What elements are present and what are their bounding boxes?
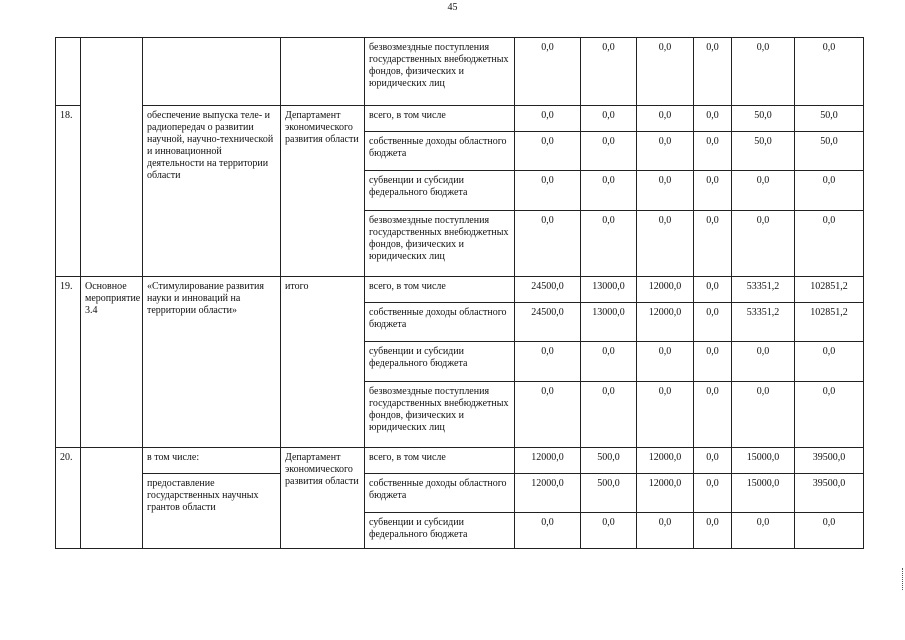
value-cell: 0,0 <box>732 171 795 211</box>
value-cell: 0,0 <box>795 38 864 106</box>
value-cell: 0,0 <box>795 382 864 448</box>
value-cell: 0,0 <box>694 106 732 132</box>
value-cell: 12000,0 <box>637 474 694 513</box>
name-cell: в том числе: <box>143 448 281 474</box>
value-cell: 0,0 <box>637 132 694 171</box>
status-cell: Основное мероприятие 3.4 <box>81 277 143 448</box>
value-cell: 39500,0 <box>795 448 864 474</box>
value-cell: 102851,2 <box>795 303 864 342</box>
value-cell: 0,0 <box>795 513 864 549</box>
value-cell: 0,0 <box>581 513 637 549</box>
source-cell: безвозмездные поступления государственных внебюджетных фондов, физических и юридических лиц <box>365 382 515 448</box>
value-cell: 102851,2 <box>795 277 864 303</box>
executor-cell: Департамент экономического развития области <box>281 106 365 277</box>
value-cell: 0,0 <box>795 211 864 277</box>
value-cell: 0,0 <box>732 211 795 277</box>
name-cell: «Стимулирование развития науки и инноваций на территории области» <box>143 277 281 448</box>
value-cell: 0,0 <box>795 342 864 382</box>
source-cell: всего, в том числе <box>365 277 515 303</box>
row-number-cell: 20. <box>56 448 81 549</box>
table-row <box>56 474 864 513</box>
value-cell: 39500,0 <box>795 474 864 513</box>
value-cell: 0,0 <box>795 171 864 211</box>
value-cell: 500,0 <box>581 474 637 513</box>
value-cell: 0,0 <box>694 448 732 474</box>
value-cell: 0,0 <box>581 132 637 171</box>
budget-table <box>55 37 864 549</box>
table-row <box>56 38 864 106</box>
value-cell: 0,0 <box>732 342 795 382</box>
value-cell: 24500,0 <box>515 277 581 303</box>
name-cell <box>143 38 281 106</box>
value-cell: 0,0 <box>694 303 732 342</box>
value-cell: 500,0 <box>581 448 637 474</box>
value-cell: 50,0 <box>795 132 864 171</box>
value-cell: 0,0 <box>515 132 581 171</box>
table-row <box>56 106 864 132</box>
value-cell: 50,0 <box>795 106 864 132</box>
value-cell: 0,0 <box>515 171 581 211</box>
value-cell: 0,0 <box>637 171 694 211</box>
value-cell: 0,0 <box>732 382 795 448</box>
source-cell: безвозмездные поступления государственных внебюджетных фондов, физических и юридических лиц <box>365 211 515 277</box>
value-cell: 50,0 <box>732 106 795 132</box>
source-cell: собственные доходы областного бюджета <box>365 132 515 171</box>
value-cell: 0,0 <box>581 211 637 277</box>
row-number-cell: 18. <box>56 106 81 277</box>
value-cell: 0,0 <box>694 342 732 382</box>
source-cell: собственные доходы областного бюджета <box>365 303 515 342</box>
value-cell: 0,0 <box>637 38 694 106</box>
value-cell: 0,0 <box>581 171 637 211</box>
status-cell <box>81 38 143 277</box>
value-cell: 12000,0 <box>515 474 581 513</box>
value-cell: 0,0 <box>515 106 581 132</box>
source-cell: субвенции и субсидии федерального бюджета <box>365 342 515 382</box>
table-row <box>56 277 864 303</box>
value-cell: 24500,0 <box>515 303 581 342</box>
source-cell: безвозмездные поступления государственных внебюджетных фондов, физических и юридических лиц <box>365 38 515 106</box>
value-cell: 0,0 <box>637 513 694 549</box>
value-cell: 0,0 <box>694 132 732 171</box>
value-cell: 0,0 <box>637 106 694 132</box>
value-cell: 13000,0 <box>581 277 637 303</box>
source-cell: субвенции и субсидии федерального бюджета <box>365 171 515 211</box>
value-cell: 0,0 <box>694 171 732 211</box>
value-cell: 0,0 <box>694 38 732 106</box>
table-row <box>56 448 864 474</box>
value-cell: 0,0 <box>694 513 732 549</box>
status-cell <box>81 448 143 549</box>
value-cell: 12000,0 <box>637 303 694 342</box>
value-cell: 0,0 <box>732 38 795 106</box>
value-cell: 15000,0 <box>732 474 795 513</box>
page-number: 45 <box>447 2 458 13</box>
value-cell: 0,0 <box>694 474 732 513</box>
value-cell: 0,0 <box>515 38 581 106</box>
value-cell: 53351,2 <box>732 277 795 303</box>
value-cell: 12000,0 <box>637 448 694 474</box>
value-cell: 53351,2 <box>732 303 795 342</box>
value-cell: 0,0 <box>637 382 694 448</box>
value-cell: 0,0 <box>694 277 732 303</box>
source-cell: всего, в том числе <box>365 106 515 132</box>
name-cell: предоставление государственных научных грантов области <box>143 474 281 549</box>
source-cell: субвенции и субсидии федерального бюджета <box>365 513 515 549</box>
value-cell: 12000,0 <box>515 448 581 474</box>
value-cell: 0,0 <box>732 513 795 549</box>
value-cell: 15000,0 <box>732 448 795 474</box>
source-cell: всего, в том числе <box>365 448 515 474</box>
value-cell: 0,0 <box>515 342 581 382</box>
value-cell: 0,0 <box>515 382 581 448</box>
source-cell: собственные доходы областного бюджета <box>365 474 515 513</box>
value-cell: 0,0 <box>637 211 694 277</box>
value-cell: 0,0 <box>515 513 581 549</box>
name-cell: обеспечение выпуска теле- и радиопередач о развитии научной, научно-технической и инновационной деятельности на территории области <box>143 106 281 277</box>
value-cell: 13000,0 <box>581 303 637 342</box>
row-number-cell: 19. <box>56 277 81 448</box>
executor-cell: Департамент экономического развития области <box>281 448 365 549</box>
row-number-cell <box>56 38 81 106</box>
executor-cell <box>281 38 365 106</box>
value-cell: 0,0 <box>694 211 732 277</box>
value-cell: 0,0 <box>581 342 637 382</box>
value-cell: 0,0 <box>515 211 581 277</box>
value-cell: 0,0 <box>581 38 637 106</box>
value-cell: 0,0 <box>694 382 732 448</box>
value-cell: 0,0 <box>581 106 637 132</box>
value-cell: 0,0 <box>581 382 637 448</box>
executor-cell: итого <box>281 277 365 448</box>
value-cell: 12000,0 <box>637 277 694 303</box>
value-cell: 50,0 <box>732 132 795 171</box>
value-cell: 0,0 <box>637 342 694 382</box>
